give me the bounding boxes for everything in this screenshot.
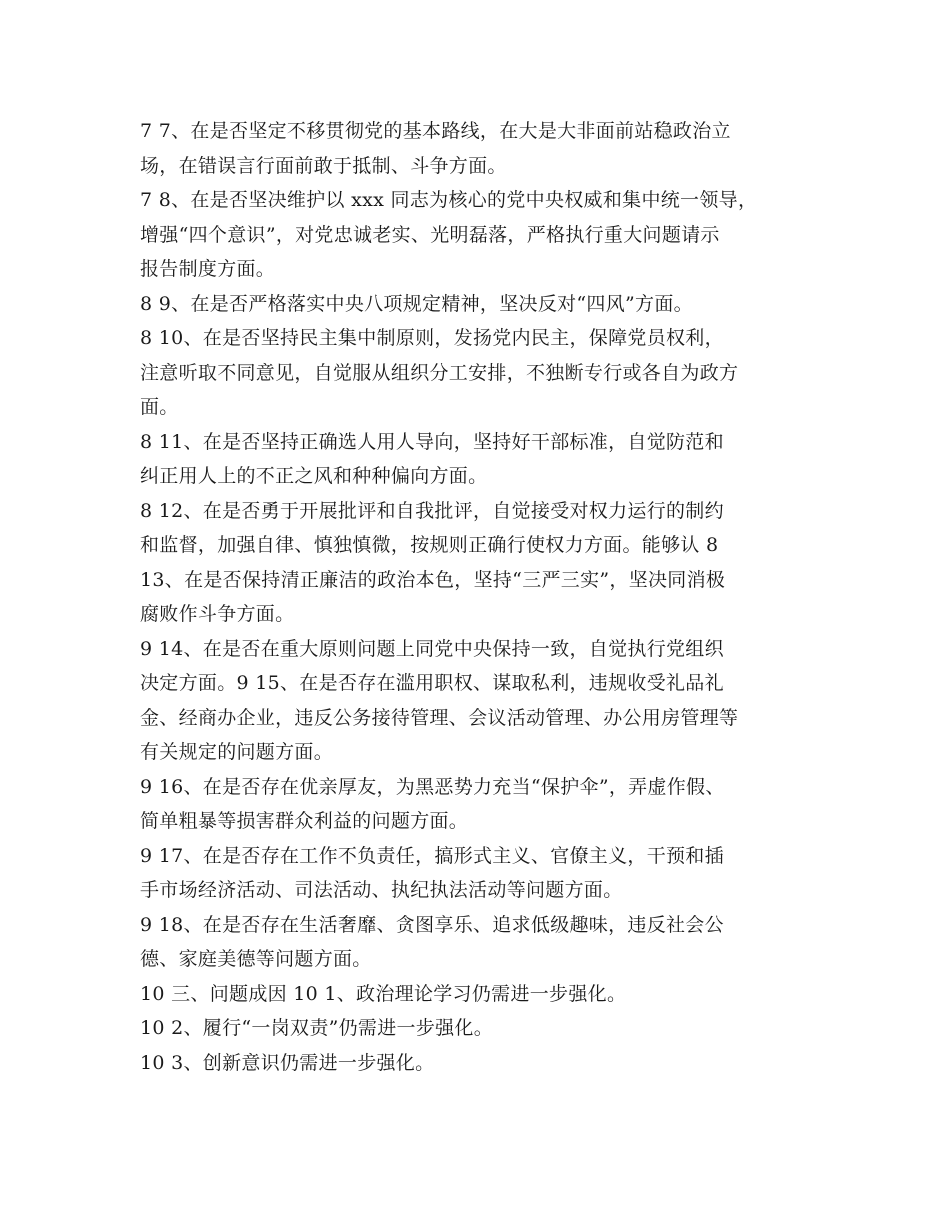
- text-line: 10 2、履行“一岗双责”仍需进一步强化。: [140, 1017, 494, 1039]
- text-line: 增强“四个意识”，对党忠诚老实、光明磊落，严格执行重大问题请示: [140, 223, 720, 246]
- text-line: 8 11、在是否坚持正确选人用人导向，坚持好干部标准，自觉防范和: [140, 430, 724, 453]
- text-line: 9 18、在是否存在生活奢靡、贪图享乐、追求低级趣味，违反社会公: [140, 913, 724, 936]
- text-line: 简单粗暴等损害群众利益的问题方面。: [140, 810, 469, 832]
- text-line: 纠正用人上的不正之风和种种偏向方面。: [140, 465, 488, 487]
- text-line: 手市场经济活动、司法活动、执纪执法活动等问题方面。: [140, 879, 623, 901]
- text-line: 7 8、在是否坚决维护以 xxx 同志为核心的党中央权威和集中统一领导，: [140, 189, 758, 211]
- text-line: 报告制度方面。: [140, 258, 276, 280]
- text-line: 8 9、在是否严格落实中央八项规定精神，坚决反对“四风”方面。: [140, 292, 693, 315]
- text-line: 7 7、在是否坚定不移贯彻党的基本路线，在大是大非面前站稳政治立: [140, 120, 731, 142]
- document-page: [140, 114, 830, 1080]
- text-line: 面。: [140, 396, 179, 418]
- text-line: 13、在是否保持清正廉洁的政治本色，坚持“三严三实”，坚决同消极: [140, 568, 726, 591]
- text-line: 金、经商办企业，违反公务接待管理、会议活动管理、办公用房管理等: [140, 706, 739, 729]
- text-line: 腐败作斗争方面。: [140, 603, 295, 625]
- text-line: 9 14、在是否在重大原则问题上同党中央保持一致，自觉执行党组织: [140, 637, 724, 660]
- text-line: 决定方面。9 15、在是否存在滥用职权、谋取私利，违规收受礼品礼: [140, 672, 724, 694]
- text-line: 8 10、在是否坚持民主集中制原则，发扬党内民主，保障党员权利，: [140, 327, 724, 349]
- text-line: 10 3、创新意识仍需进一步强化。: [140, 1051, 435, 1074]
- text-line: 10 三、问题成因 10 1、政治理论学习仍需进一步强化。: [140, 982, 627, 1005]
- text-line: 和监督，加强自律、慎独慎微，按规则正确行使权力方面。能够认 8: [140, 534, 719, 556]
- text-line: 8 12、在是否勇于开展批评和自我批评，自觉接受对权力运行的制约: [140, 499, 724, 522]
- text-line: 9 17、在是否存在工作不负责任，搞形式主义、官僚主义，干预和插: [140, 844, 724, 867]
- text-line: 有关规定的问题方面。: [140, 741, 334, 763]
- text-line: 场，在错误言行面前敢于抵制、斗争方面。: [140, 154, 507, 177]
- text-line: 注意听取不同意见，自觉服从组织分工安排，不独断专行或各自为政方: [140, 361, 739, 384]
- text-line: 德、家庭美德等问题方面。: [140, 948, 372, 970]
- text-line: 9 16、在是否存在优亲厚友，为黑恶势力充当“保护伞”，弄虚作假、: [140, 775, 725, 798]
